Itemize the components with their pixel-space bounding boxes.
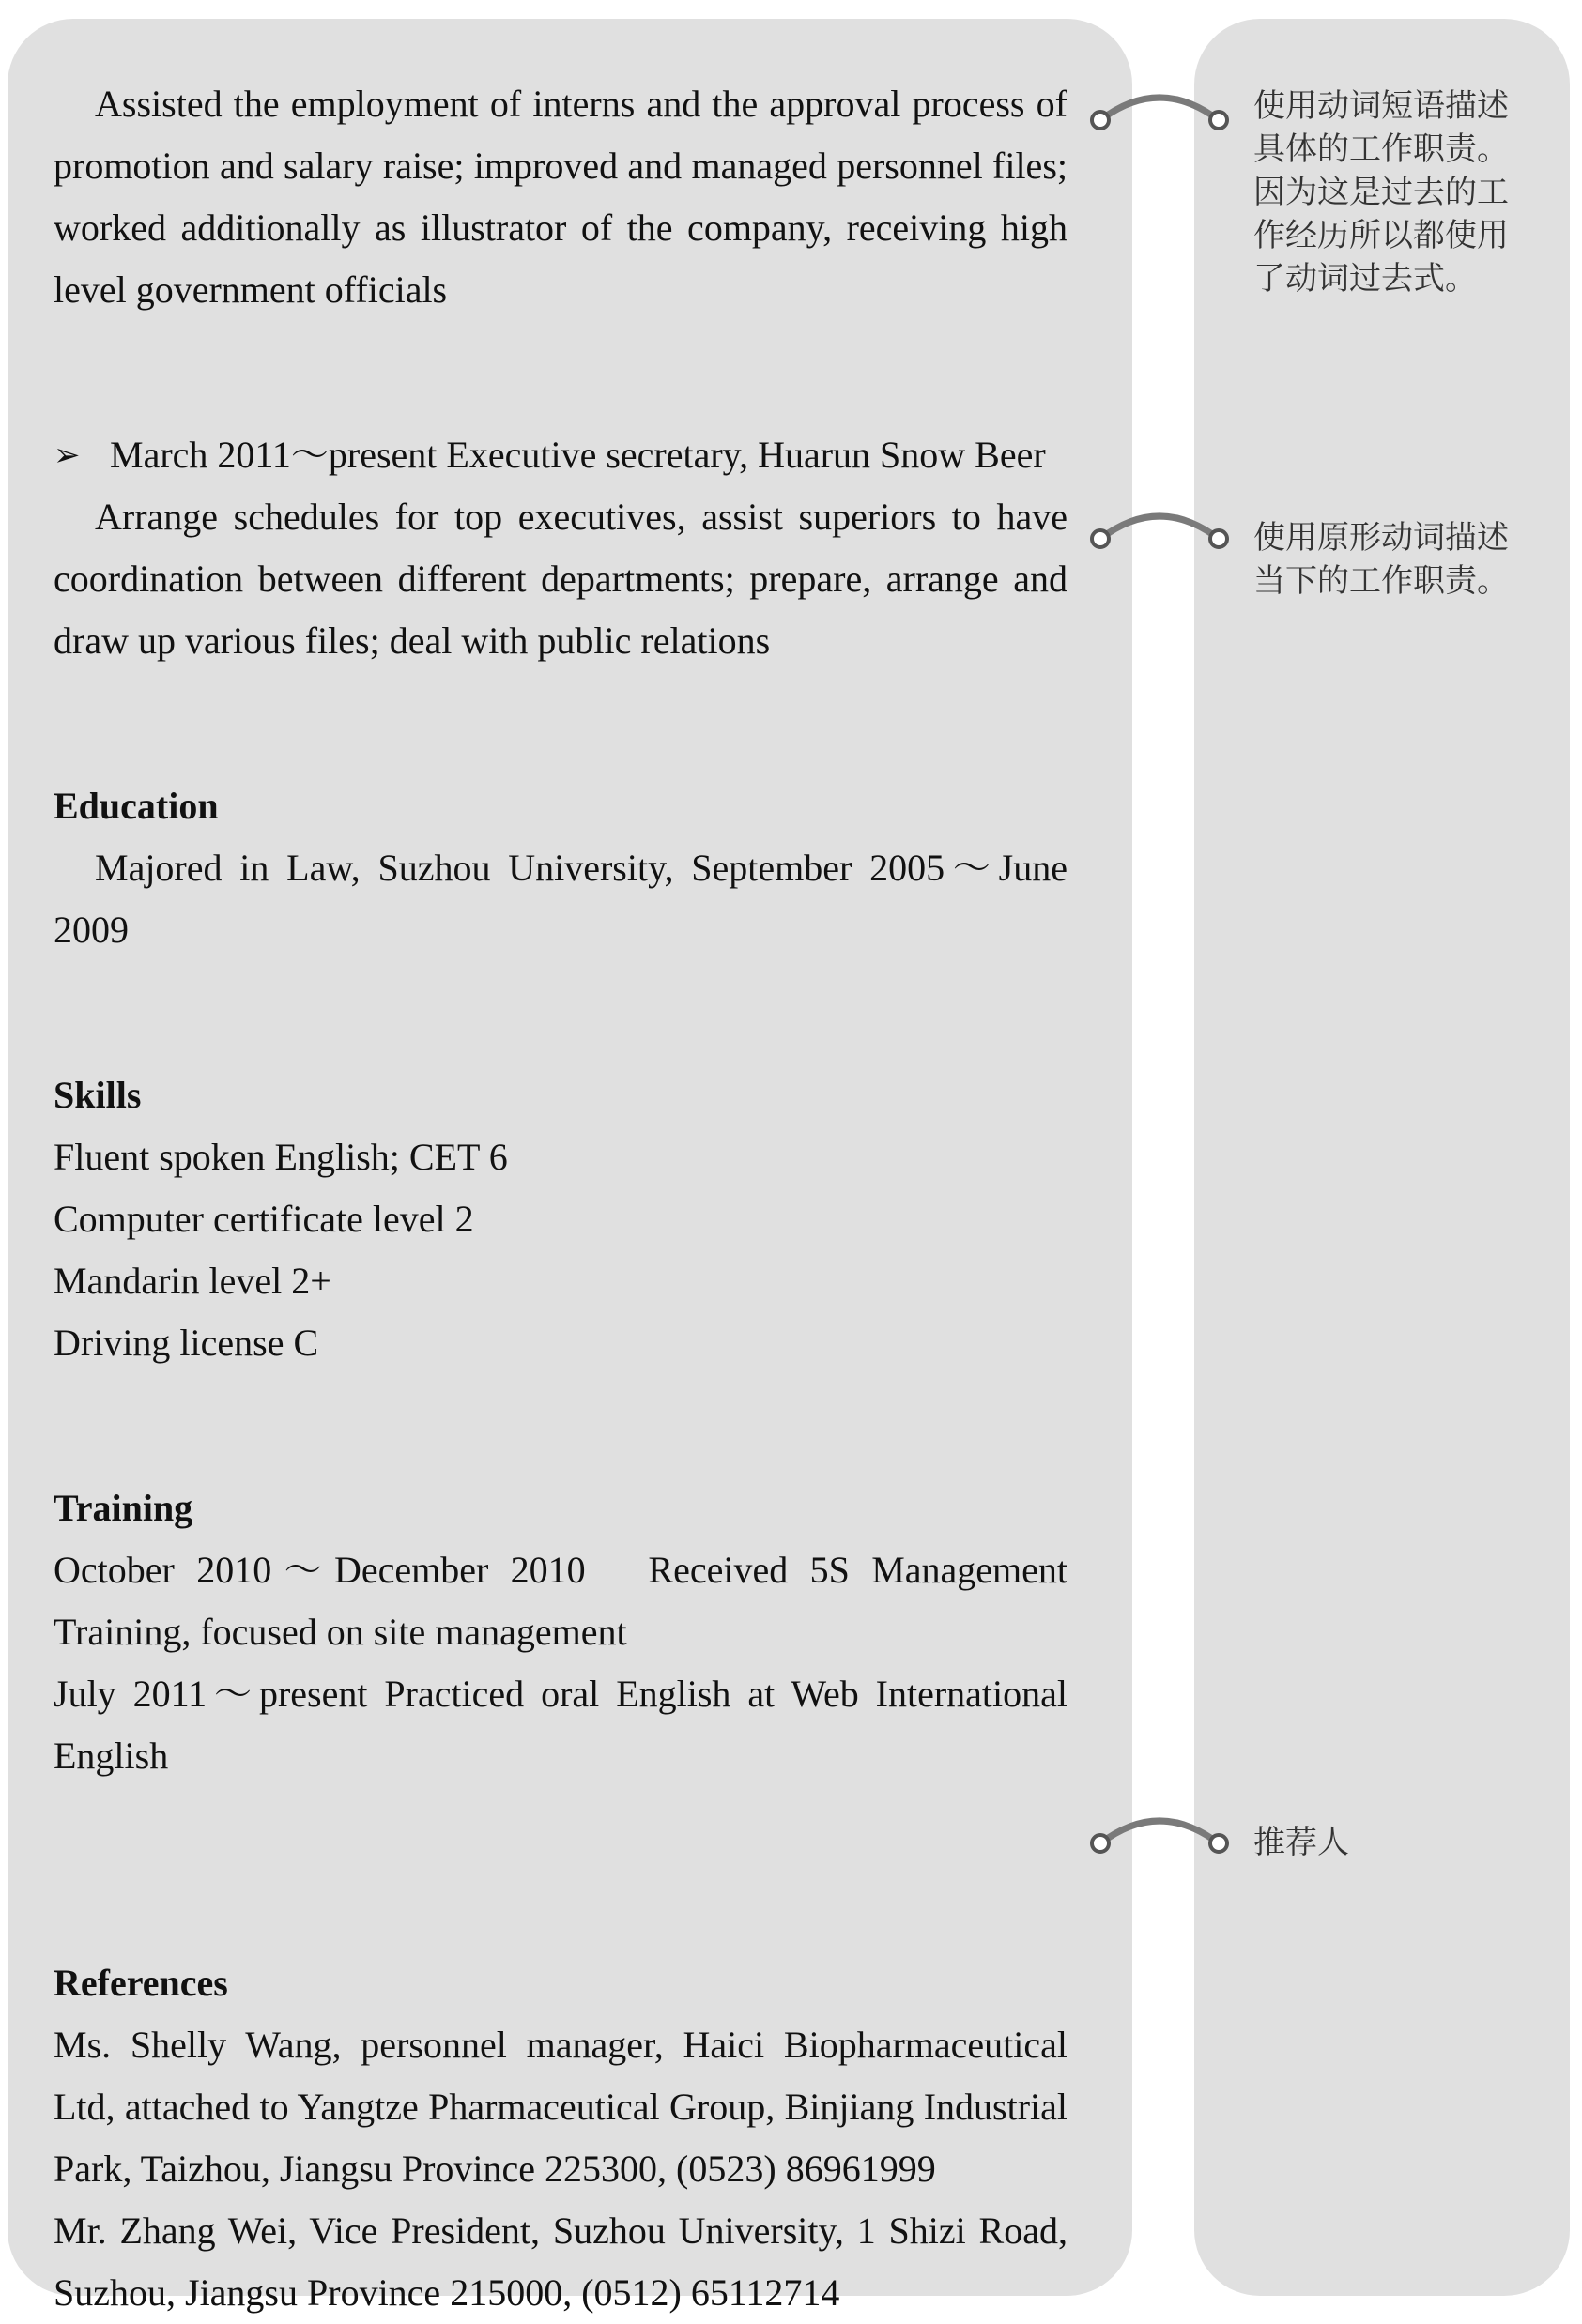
skill-item: Mandarin level 2+ [54,1260,331,1302]
arrow-bullet-icon: ➢ [54,436,81,474]
annotation-references: 推荐人 [1253,1824,1349,1861]
experience-description-2: Arrange schedules for top executives, assist superiors to have coordination between different departments; prepare, arrange and draw up various files; deal with public relations [54,496,1067,662]
experience-title-2: March 2011～present Executive secretary, Huarun Snow Beer [110,434,1046,476]
training-item: July 2011～present Practiced oral English at Web International English [54,1673,1067,1777]
training-heading: Training [54,1487,193,1529]
connector-icon [1089,501,1230,558]
reference-item: Ms. Shelly Wang, personnel manager, Haici Biopharmaceutical Ltd, attached to Yangtze Pharmaceutical Group, Binjiang Industrial Park, Taizhou, Jiangsu Province 225300, (0523) 86961999 [54,2024,1067,2190]
resume-content [54,73,1067,2324]
connector-icon [1089,83,1230,139]
annotation-panel [1194,19,1570,2296]
education-heading: Education [54,785,219,827]
references-heading: References [54,1962,228,2004]
skill-item: Fluent spoken English; CET 6 [54,1136,508,1178]
skill-item: Driving license C [54,1322,319,1364]
skills-heading: Skills [54,1074,142,1116]
annotation-present-tense: 使用原形动词描述当下的工作职责。 [1253,519,1509,600]
annotation-past-tense: 使用动词短语描述具体的工作职责。因为这是过去的工作经历所以都使用了动词过去式。 [1253,87,1509,298]
reference-item: Mr. Zhang Wei, Vice President, Suzhou University, 1 Shizi Road, Suzhou, Jiangsu Province 215000, (0512) 65112714 [54,2209,1067,2314]
connector-icon [1089,1806,1230,1862]
education-text: Majored in Law, Suzhou University, September 2005～June 2009 [54,847,1067,951]
training-item: October 2010～December 2010 Received 5S Management Training, focused on site management [54,1549,1067,1653]
experience-description-1: Assisted the employment of interns and the approval process of promotion and salary raise; improved and managed personnel files; worked additionally as illustrator of the company, receiving high level government officials [54,83,1067,311]
experience-entry-2 [54,424,1067,486]
skill-item: Computer certificate level 2 [54,1198,474,1240]
